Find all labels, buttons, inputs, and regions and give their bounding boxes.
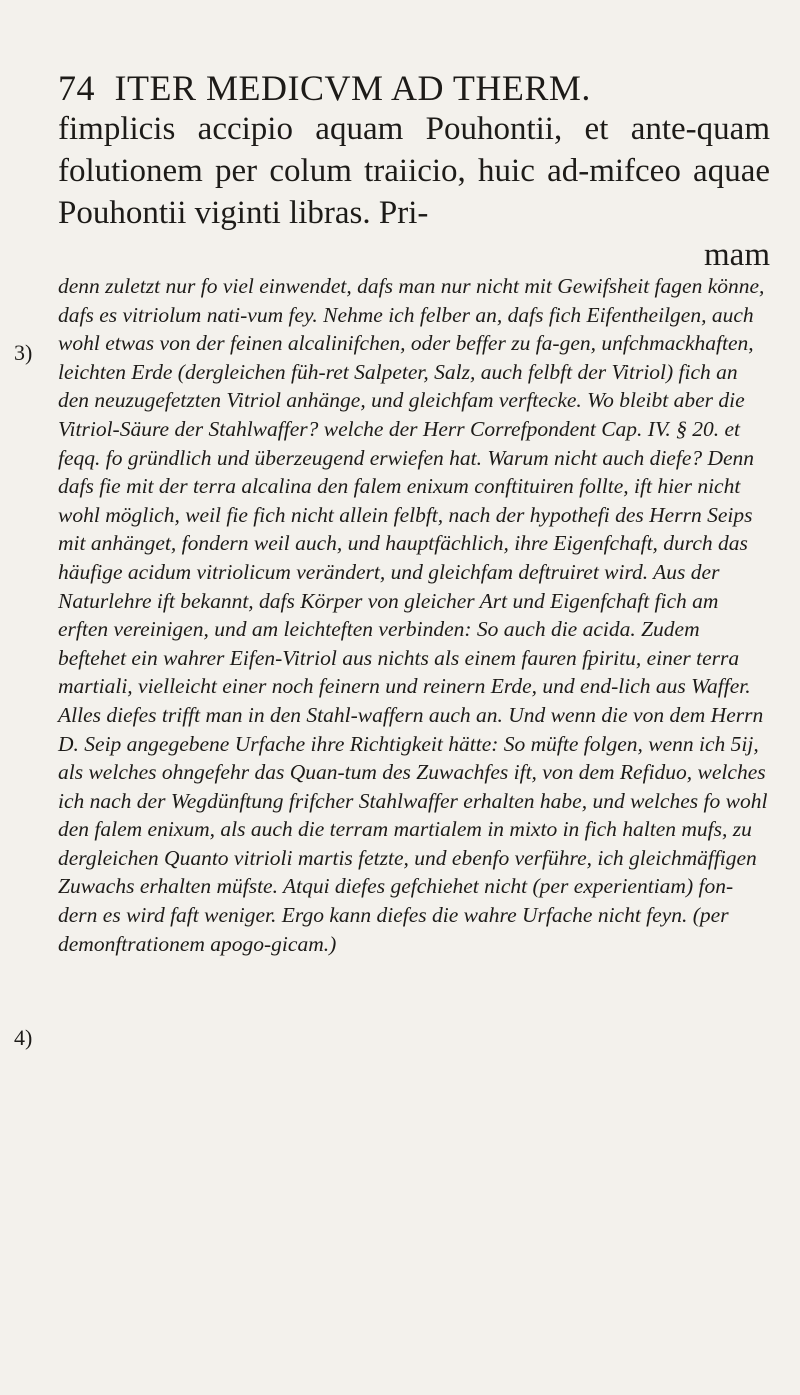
running-head xyxy=(58,66,758,110)
footnote-text: denn zuletzt nur fo viel einwendet, dafs man nur nicht mit Gewifsheit fagen könne, dafs es vitriolum nati-vum fey. Nehme ich felber an, dafs fich Eifentheilgen, auch wohl etwas von der feinen alcalinifchen, oder beffer zu fa-gen, unfchmackhaften, leichten Erde (dergleichen füh-ret Salpeter, Salz, auch felbft der Vitriol) fich an den neuzugefetzten Vitriol anhänge, und gleichfam verftecke. Wo bleibt aber die Vitriol-Säure der Stahlwaffer? welche der Herr Correfpondent Cap. IV. § 20. et feqq. fo gründlich und überzeugend erwiefen hat. Warum nicht auch diefe? Denn dafs fie mit der terra alcalina den falem enixum conftituiren follte, ift hier nicht wohl möglich, weil fie fich nicht allein felbft, nach der hypothefi des Herrn Seips mit anhänget, fondern weil auch, und hauptfächlich, ihre Eigenfchaft, durch das häufige acidum vitriolicum verändert, und gleichfam deftruiret wird. Aus der Naturlehre ift bekannt, dafs Körper von gleicher Art und Eigenfchaft fich am erften vereinigen, und am leichteften verbinden: So auch die acida. Zudem beftehet ein wahrer Eifen-Vitriol aus nichts als einem fauren fpiritu, einer terra martiali, vielleicht einer noch feinern und reinern Erde, und end-lich aus Waffer. Alles diefes trifft man in den Stahl-waffern auch an. Und wenn die von dem Herrn D. Seip angegebene Urfache ihre Richtigkeit hätte: So müfte folgen, wenn ich 5ij, als welches ohngefehr das Quan-tum des Zuwachfes ift, von dem Refiduo, welches ich nach der Wegdünftung frifcher Stahlwaffer erhalten habe, und welches fo wohl den falem enixum, als auch die terram martialem in mixto in fich halten mufs, zu dergleichen Quanto vitrioli martis fetzte, und ebenfo verführe, ich gleichmäffigen Zuwachs erhalten müfste. Atqui diefes gefchiehet nicht (per experientiam) fon-dern es wird faft weniger. Ergo kann diefes die wahre Urfache nicht feyn. (per demonftrationem apogo-gicam.) xyxy=(58,274,768,956)
running-title: ITER MEDICVM AD THERM. xyxy=(114,68,591,108)
note-marker-4: 4) xyxy=(14,1025,33,1050)
note-marker-3: 3) xyxy=(14,340,33,365)
footnote-body xyxy=(58,272,770,958)
latin-last-word: mam xyxy=(704,237,770,273)
page-number: 74 xyxy=(58,68,95,108)
latin-paragraph xyxy=(58,108,770,276)
latin-text: fimplicis accipio aquam Pouhontii, et ante-quam folutionem per colum traiicio, huic ad-mifceo aquae Pouhontii viginti libras. Pri- xyxy=(58,111,770,231)
